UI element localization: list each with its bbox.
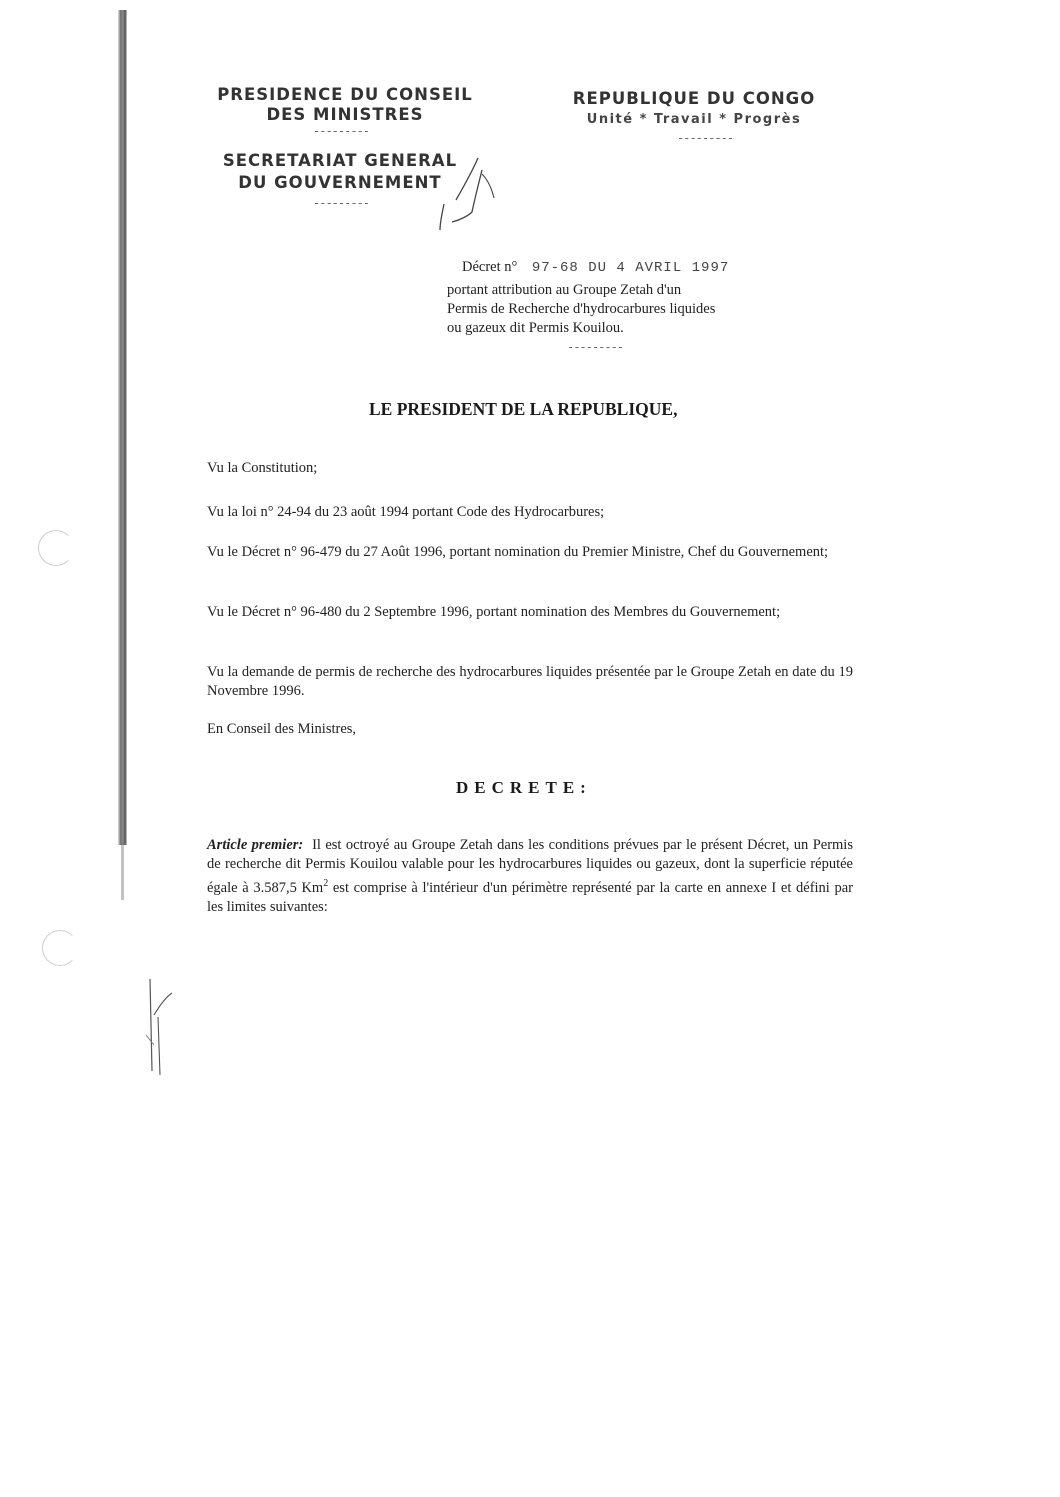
article-premier	[207, 836, 853, 917]
header-left-line2: DES MINISTRES	[266, 105, 424, 124]
visa-constitution: Vu la Constitution;	[207, 460, 318, 476]
decree-number-prefix: Décret n°	[462, 259, 518, 275]
header-left-separator-2: ---------	[313, 196, 370, 210]
visa-code-hydrocarbures: Vu la loi n° 24-94 du 23 août 1994 portant Code des Hydrocarbures;	[207, 504, 605, 520]
visa-decret-membres-gouvernement: Vu le Décret n° 96-480 du 2 Septembre 1996, portant nomination des Membres du Gouvernement;	[207, 604, 781, 620]
punch-hole-bottom	[42, 930, 78, 966]
punch-hole-top	[38, 530, 74, 566]
decree-number: 97-68 DU 4 AVRIL 1997	[531, 260, 730, 276]
visa-demande-permis: Vu la demande de permis de recherche des hydrocarbures liquides présentée par le Groupe Zetah en date du 19 Novembre 1996.	[207, 664, 853, 699]
decree-reference-line1	[462, 258, 729, 278]
decree-reference-line2: portant attribution au Groupe Zetah d'un	[447, 282, 682, 298]
header-right-motto: Unité * Travail * Progrès	[586, 112, 802, 127]
decrete-heading: DECRETE:	[456, 778, 592, 797]
article-text-part2: est comprise à l'intérieur d'un périmètre représenté par la carte en annexe I et défini par les limites suivantes:	[207, 879, 853, 915]
header-left-line1: PRESIDENCE DU CONSEIL	[217, 85, 473, 104]
handwritten-margin-mark	[140, 975, 180, 1080]
article-label: Article premier:	[207, 837, 304, 853]
binding-edge-shadow	[118, 10, 127, 845]
visa-conseil-ministres: En Conseil des Ministres,	[207, 721, 357, 737]
header-left-separator-1: ---------	[313, 124, 370, 138]
header-left-line3: SECRETARIAT GENERAL	[222, 151, 458, 170]
handwritten-initials-signature	[430, 150, 510, 240]
page-title: LE PRESIDENT DE LA REPUBLIQUE,	[369, 399, 678, 419]
header-right-line1: REPUBLIQUE DU CONGO	[572, 89, 816, 108]
article-superscript: 2	[323, 878, 329, 889]
binding-edge-shadow-tail	[121, 845, 124, 900]
visa-decret-premier-ministre: Vu le Décret n° 96-479 du 27 Août 1996, portant nomination du Premier Ministre, Chef du Gouvernement;	[207, 544, 829, 560]
decree-reference-separator: ---------	[567, 340, 624, 354]
article-text-part1: Il est octroyé au Groupe Zetah dans les conditions prévues par le présent Décret, un Permis de recherche dit Permis Kouilou valable pour les hydrocarbures liquides ou gazeux, dont la superficie réputée égale à 3.587,5 Km	[207, 837, 853, 896]
decree-reference-line3: Permis de Recherche d'hydrocarbures liquides	[447, 301, 716, 317]
decree-reference-line4: ou gazeux dit Permis Kouilou.	[447, 320, 624, 336]
header-right-separator: ---------	[677, 131, 734, 145]
header-left-line4: DU GOUVERNEMENT	[238, 173, 442, 192]
